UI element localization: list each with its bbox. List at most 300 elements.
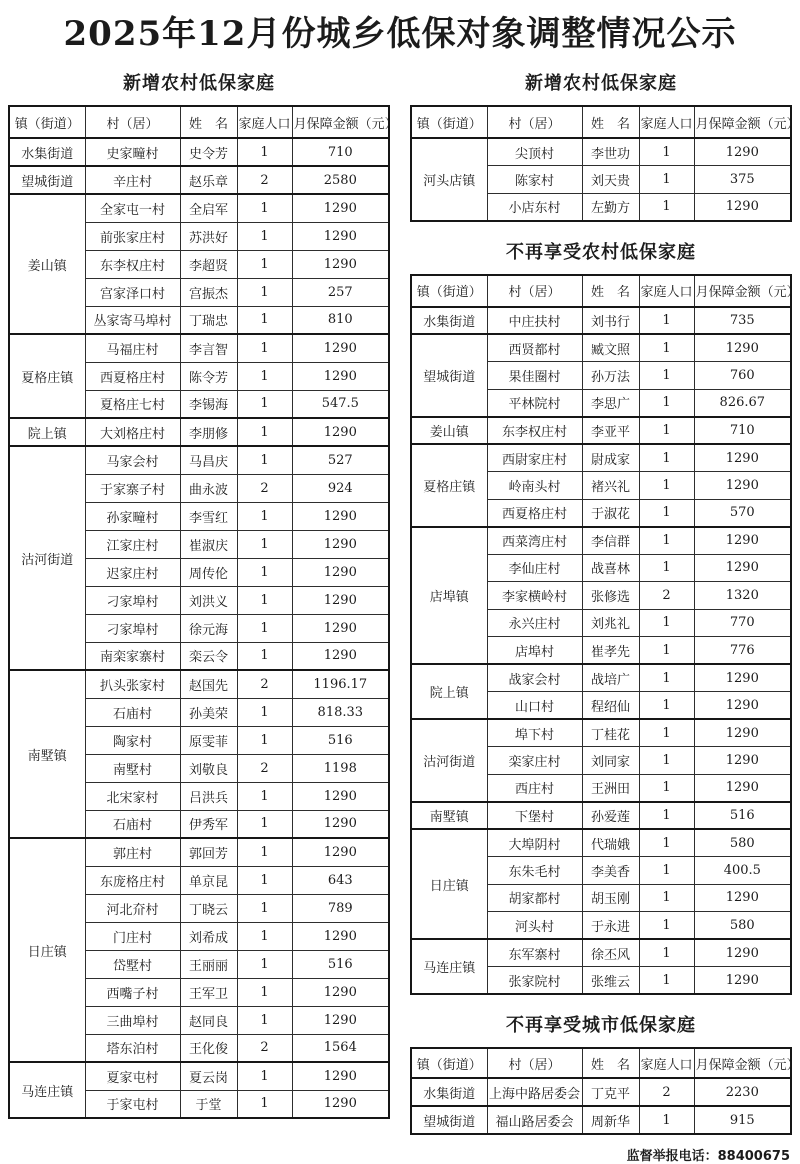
amount-cell: 1290 — [292, 586, 389, 614]
name-cell: 李思广 — [582, 389, 639, 417]
village-cell: 夏家屯村 — [85, 1062, 180, 1090]
town-cell: 马连庄镇 — [411, 939, 487, 994]
household-size-cell: 1 — [639, 609, 694, 637]
amount-cell: 1290 — [292, 334, 389, 362]
village-cell: 福山路居委会 — [487, 1106, 582, 1134]
column-header: 月保障金额（元） — [292, 106, 389, 138]
town-cell: 沽河街道 — [411, 719, 487, 802]
village-cell: 西夏格庄村 — [85, 362, 180, 390]
amount-cell: 810 — [292, 306, 389, 334]
name-cell: 刘书行 — [582, 307, 639, 335]
village-cell: 扒头张家村 — [85, 670, 180, 698]
town-cell: 夏格庄镇 — [411, 444, 487, 527]
town-cell: 院上镇 — [9, 418, 85, 446]
household-size-cell: 1 — [639, 138, 694, 166]
amount-cell: 1290 — [694, 193, 791, 221]
column-header: 村（居） — [487, 106, 582, 138]
household-size-cell: 1 — [237, 922, 292, 950]
town-cell: 姜山镇 — [411, 417, 487, 445]
household-size-cell: 1 — [639, 912, 694, 940]
village-cell: 石庙村 — [85, 810, 180, 838]
table-row — [411, 444, 791, 472]
name-cell: 李超贤 — [180, 250, 237, 278]
household-size-cell: 1 — [639, 774, 694, 802]
amount-cell: 1320 — [694, 582, 791, 610]
village-cell: 东军寨村 — [487, 939, 582, 967]
amount-cell: 710 — [292, 138, 389, 166]
amount-cell: 1290 — [694, 747, 791, 775]
amount-cell: 2580 — [292, 166, 389, 194]
amount-cell: 1290 — [292, 1090, 389, 1118]
name-cell: 史令芳 — [180, 138, 237, 166]
town-cell: 望城街道 — [411, 334, 487, 417]
household-size-cell: 2 — [237, 474, 292, 502]
table-row — [9, 446, 389, 474]
household-size-cell: 1 — [237, 894, 292, 922]
amount-cell: 1290 — [694, 527, 791, 555]
household-size-cell: 1 — [237, 978, 292, 1006]
name-cell: 张维云 — [582, 967, 639, 995]
town-cell: 望城街道 — [411, 1106, 487, 1134]
village-cell: 西嘴子村 — [85, 978, 180, 1006]
household-size-cell: 1 — [237, 418, 292, 446]
household-size-cell: 2 — [237, 670, 292, 698]
household-size-cell: 1 — [237, 502, 292, 530]
name-cell: 周传伦 — [180, 558, 237, 586]
household-size-cell: 1 — [237, 726, 292, 754]
household-size-cell: 1 — [237, 250, 292, 278]
household-size-cell: 1 — [237, 838, 292, 866]
town-cell: 水集街道 — [411, 1078, 487, 1106]
village-cell: 小店东村 — [487, 193, 582, 221]
village-cell: 北宋家村 — [85, 782, 180, 810]
household-size-cell: 1 — [639, 664, 694, 692]
village-cell: 江家庄村 — [85, 530, 180, 558]
amount-cell: 570 — [694, 499, 791, 527]
household-size-cell: 2 — [237, 166, 292, 194]
header-row — [411, 275, 791, 307]
column-header: 家庭人口 — [237, 106, 292, 138]
table-row — [9, 334, 389, 362]
amount-cell: 516 — [292, 950, 389, 978]
household-size-cell: 1 — [639, 527, 694, 555]
name-cell: 赵国先 — [180, 670, 237, 698]
household-size-cell: 1 — [237, 1090, 292, 1118]
header-row — [411, 106, 791, 138]
table-row — [411, 829, 791, 857]
amount-cell: 1290 — [292, 418, 389, 446]
household-size-cell: 1 — [639, 499, 694, 527]
town-cell: 店埠镇 — [411, 527, 487, 665]
name-cell: 于永进 — [582, 912, 639, 940]
village-cell: 孙家疃村 — [85, 502, 180, 530]
amount-cell: 1290 — [694, 554, 791, 582]
table-section-new-rural-left — [8, 69, 398, 1119]
household-size-cell: 1 — [639, 884, 694, 912]
amount-cell: 400.5 — [694, 857, 791, 885]
table-section-removed-urban — [410, 1011, 800, 1135]
household-size-cell: 1 — [237, 1062, 292, 1090]
amount-cell: 1290 — [292, 810, 389, 838]
name-cell: 徐元海 — [180, 614, 237, 642]
column-header: 村（居） — [487, 1048, 582, 1078]
amount-cell: 375 — [694, 166, 791, 194]
amount-cell: 1564 — [292, 1034, 389, 1062]
household-size-cell: 1 — [639, 362, 694, 390]
table-row — [411, 664, 791, 692]
left-column — [8, 61, 398, 1119]
village-cell: 店埠村 — [487, 637, 582, 665]
village-cell: 全家屯一村 — [85, 194, 180, 222]
household-size-cell: 1 — [237, 138, 292, 166]
amount-cell: 826.67 — [694, 389, 791, 417]
name-cell: 马昌庆 — [180, 446, 237, 474]
village-cell: 永兴庄村 — [487, 609, 582, 637]
town-cell: 水集街道 — [411, 307, 487, 335]
column-header: 月保障金额（元） — [694, 1048, 791, 1078]
amount-cell: 1290 — [292, 194, 389, 222]
household-size-cell: 1 — [639, 193, 694, 221]
name-cell: 丁桂花 — [582, 719, 639, 747]
household-size-cell: 1 — [639, 719, 694, 747]
table-row — [411, 334, 791, 362]
two-column-layout — [8, 61, 800, 1164]
amount-cell: 1290 — [694, 967, 791, 995]
household-size-cell: 1 — [237, 950, 292, 978]
column-header: 村（居） — [85, 106, 180, 138]
name-cell: 刘兆礼 — [582, 609, 639, 637]
amount-cell: 1290 — [292, 838, 389, 866]
household-size-cell: 1 — [639, 417, 694, 445]
name-cell: 李言智 — [180, 334, 237, 362]
village-cell: 陶家村 — [85, 726, 180, 754]
name-cell: 崔淑庆 — [180, 530, 237, 558]
village-cell: 大刘格庄村 — [85, 418, 180, 446]
table-row — [411, 939, 791, 967]
town-cell: 院上镇 — [411, 664, 487, 719]
amount-cell: 1290 — [694, 939, 791, 967]
amount-cell: 924 — [292, 474, 389, 502]
village-cell: 西夏格庄村 — [487, 499, 582, 527]
amount-cell: 527 — [292, 446, 389, 474]
village-cell: 三曲埠村 — [85, 1006, 180, 1034]
village-cell: 前张家庄村 — [85, 222, 180, 250]
name-cell: 李朋修 — [180, 418, 237, 446]
village-cell: 东庞格庄村 — [85, 866, 180, 894]
village-cell: 栾家庄村 — [487, 747, 582, 775]
village-cell: 张家院村 — [487, 967, 582, 995]
column-header: 村（居） — [487, 275, 582, 307]
name-cell: 张修选 — [582, 582, 639, 610]
amount-cell: 915 — [694, 1106, 791, 1134]
village-cell: 上海中路居委会 — [487, 1078, 582, 1106]
name-cell: 尉成家 — [582, 444, 639, 472]
village-cell: 门庄村 — [85, 922, 180, 950]
village-cell: 西尉家庄村 — [487, 444, 582, 472]
household-size-cell: 1 — [237, 558, 292, 586]
table-section-removed-rural — [410, 238, 800, 996]
name-cell: 刘敬良 — [180, 754, 237, 782]
amount-cell: 1290 — [292, 1062, 389, 1090]
household-size-cell: 1 — [237, 614, 292, 642]
hotline-text: 监督举报电话：88400675 — [626, 1149, 790, 1164]
village-cell: 中庄扶村 — [487, 307, 582, 335]
amount-cell: 1290 — [694, 774, 791, 802]
table-row — [411, 719, 791, 747]
amount-cell: 776 — [694, 637, 791, 665]
table-row — [411, 1078, 791, 1106]
village-cell: 刁家埠村 — [85, 614, 180, 642]
household-size-cell: 1 — [639, 939, 694, 967]
town-cell: 马连庄镇 — [9, 1062, 85, 1118]
village-cell: 迟家庄村 — [85, 558, 180, 586]
name-cell: 于淑花 — [582, 499, 639, 527]
table-section-new-rural-right — [410, 69, 800, 222]
household-size-cell: 1 — [237, 362, 292, 390]
household-size-cell: 2 — [639, 582, 694, 610]
amount-cell: 1290 — [694, 472, 791, 500]
household-size-cell: 1 — [639, 472, 694, 500]
table-row — [9, 194, 389, 222]
amount-cell: 1290 — [694, 692, 791, 720]
town-cell: 姜山镇 — [9, 194, 85, 334]
amount-cell: 1290 — [292, 614, 389, 642]
section-title-removed-rural: 不再享受农村低保家庭 — [506, 241, 696, 263]
name-cell: 王洲田 — [582, 774, 639, 802]
name-cell: 王化俊 — [180, 1034, 237, 1062]
column-header: 姓 名 — [582, 1048, 639, 1078]
town-cell: 水集街道 — [9, 138, 85, 166]
amount-cell: 580 — [694, 912, 791, 940]
name-cell: 陈令芳 — [180, 362, 237, 390]
household-size-cell: 2 — [237, 1034, 292, 1062]
household-size-cell: 1 — [639, 307, 694, 335]
amount-cell: 1198 — [292, 754, 389, 782]
village-cell: 胡家都村 — [487, 884, 582, 912]
household-size-cell: 2 — [237, 754, 292, 782]
column-header: 镇（街道） — [9, 106, 85, 138]
name-cell: 吕洪兵 — [180, 782, 237, 810]
household-size-cell: 1 — [639, 554, 694, 582]
amount-cell: 516 — [694, 802, 791, 830]
village-cell: 于家寨子村 — [85, 474, 180, 502]
amount-cell: 580 — [694, 829, 791, 857]
household-size-cell: 1 — [639, 829, 694, 857]
town-cell: 南墅镇 — [411, 802, 487, 830]
village-cell: 西贤都村 — [487, 334, 582, 362]
household-size-cell: 1 — [639, 802, 694, 830]
household-size-cell: 1 — [237, 698, 292, 726]
name-cell: 曲永波 — [180, 474, 237, 502]
town-cell: 日庄镇 — [9, 838, 85, 1062]
amount-cell: 1290 — [694, 138, 791, 166]
amount-cell: 1290 — [292, 558, 389, 586]
name-cell: 王军卫 — [180, 978, 237, 1006]
amount-cell: 2230 — [694, 1078, 791, 1106]
page-title: 2025年12月份城乡低保对象调整情况公示 — [63, 14, 737, 54]
village-cell: 岱墅村 — [85, 950, 180, 978]
right-column — [410, 61, 800, 1164]
amount-cell: 547.5 — [292, 390, 389, 418]
village-cell: 东李权庄村 — [487, 417, 582, 445]
name-cell: 胡玉刚 — [582, 884, 639, 912]
town-cell: 夏格庄镇 — [9, 334, 85, 418]
column-header: 月保障金额（元） — [694, 106, 791, 138]
amount-cell: 710 — [694, 417, 791, 445]
household-size-cell: 1 — [237, 446, 292, 474]
village-cell: 石庙村 — [85, 698, 180, 726]
name-cell: 全启军 — [180, 194, 237, 222]
column-header: 镇（街道） — [411, 106, 487, 138]
amount-cell: 1290 — [292, 642, 389, 670]
household-size-cell: 1 — [237, 866, 292, 894]
amount-cell: 1290 — [292, 250, 389, 278]
table-row — [9, 838, 389, 866]
table-row — [9, 138, 389, 166]
amount-cell: 1290 — [292, 222, 389, 250]
village-cell: 岭南头村 — [487, 472, 582, 500]
name-cell: 丁克平 — [582, 1078, 639, 1106]
name-cell: 王丽丽 — [180, 950, 237, 978]
column-header: 姓 名 — [582, 275, 639, 307]
name-cell: 宫振杰 — [180, 278, 237, 306]
header-row — [411, 1048, 791, 1078]
name-cell: 孙爱莲 — [582, 802, 639, 830]
name-cell: 栾云令 — [180, 642, 237, 670]
village-cell: 西菜湾庄村 — [487, 527, 582, 555]
village-cell: 河北夼村 — [85, 894, 180, 922]
household-size-cell: 1 — [639, 692, 694, 720]
amount-cell: 1290 — [292, 530, 389, 558]
column-header: 姓 名 — [180, 106, 237, 138]
name-cell: 刘希成 — [180, 922, 237, 950]
household-size-cell: 1 — [237, 810, 292, 838]
name-cell: 臧文照 — [582, 334, 639, 362]
amount-cell: 1290 — [292, 1006, 389, 1034]
household-size-cell: 1 — [639, 444, 694, 472]
name-cell: 刘天贵 — [582, 166, 639, 194]
name-cell: 李锡海 — [180, 390, 237, 418]
table-row — [411, 1106, 791, 1134]
household-size-cell: 1 — [639, 334, 694, 362]
household-size-cell: 1 — [639, 1106, 694, 1134]
village-cell: 陈家村 — [487, 166, 582, 194]
name-cell: 周新华 — [582, 1106, 639, 1134]
village-cell: 于家屯村 — [85, 1090, 180, 1118]
section-title-new-rural-right: 新增农村低保家庭 — [525, 73, 677, 94]
name-cell: 于堂 — [180, 1090, 237, 1118]
household-size-cell: 1 — [639, 389, 694, 417]
village-cell: 果佳圈村 — [487, 362, 582, 390]
name-cell: 原雯菲 — [180, 726, 237, 754]
household-size-cell: 1 — [237, 642, 292, 670]
household-size-cell: 1 — [237, 1006, 292, 1034]
amount-cell: 735 — [694, 307, 791, 335]
name-cell: 代瑞娥 — [582, 829, 639, 857]
town-cell: 望城街道 — [9, 166, 85, 194]
table-row — [411, 417, 791, 445]
town-cell: 河头店镇 — [411, 138, 487, 221]
village-cell: 东李权庄村 — [85, 250, 180, 278]
name-cell: 郭回芳 — [180, 838, 237, 866]
name-cell: 单京昆 — [180, 866, 237, 894]
amount-cell: 1290 — [694, 444, 791, 472]
village-cell: 丛家寄马埠村 — [85, 306, 180, 334]
name-cell: 孙万法 — [582, 362, 639, 390]
village-cell: 东朱毛村 — [487, 857, 582, 885]
amount-cell: 1290 — [292, 978, 389, 1006]
table-row — [411, 802, 791, 830]
name-cell: 褚兴礼 — [582, 472, 639, 500]
household-size-cell: 1 — [237, 782, 292, 810]
table-row — [9, 670, 389, 698]
name-cell: 李世功 — [582, 138, 639, 166]
table-row — [9, 418, 389, 446]
table-row — [9, 166, 389, 194]
household-size-cell: 1 — [639, 166, 694, 194]
household-size-cell: 1 — [639, 967, 694, 995]
table-new-rural-right — [410, 105, 800, 222]
name-cell: 李雪红 — [180, 502, 237, 530]
household-size-cell: 2 — [639, 1078, 694, 1106]
village-cell: 塔东泊村 — [85, 1034, 180, 1062]
name-cell: 崔孝先 — [582, 637, 639, 665]
name-cell: 战培广 — [582, 664, 639, 692]
name-cell: 左勤方 — [582, 193, 639, 221]
table-removed-rural — [410, 274, 800, 996]
name-cell: 李信群 — [582, 527, 639, 555]
village-cell: 平林院村 — [487, 389, 582, 417]
amount-cell: 1196.17 — [292, 670, 389, 698]
table-row — [411, 307, 791, 335]
amount-cell: 1290 — [292, 362, 389, 390]
name-cell: 丁晓云 — [180, 894, 237, 922]
amount-cell: 1290 — [694, 334, 791, 362]
household-size-cell: 1 — [237, 530, 292, 558]
amount-cell: 516 — [292, 726, 389, 754]
village-cell: 马福庄村 — [85, 334, 180, 362]
village-cell: 埠下村 — [487, 719, 582, 747]
amount-cell: 1290 — [292, 782, 389, 810]
table-row — [411, 527, 791, 555]
village-cell: 郭庄村 — [85, 838, 180, 866]
household-size-cell: 1 — [237, 278, 292, 306]
amount-cell: 1290 — [694, 719, 791, 747]
amount-cell: 257 — [292, 278, 389, 306]
household-size-cell: 1 — [639, 857, 694, 885]
village-cell: 李家横岭村 — [487, 582, 582, 610]
village-cell: 山口村 — [487, 692, 582, 720]
name-cell: 伊秀军 — [180, 810, 237, 838]
name-cell: 徐丕风 — [582, 939, 639, 967]
column-header: 姓 名 — [582, 106, 639, 138]
section-title-new-rural-left: 新增农村低保家庭 — [123, 73, 275, 94]
amount-cell: 1290 — [292, 502, 389, 530]
name-cell: 赵乐章 — [180, 166, 237, 194]
village-cell: 李仙庄村 — [487, 554, 582, 582]
town-cell: 日庄镇 — [411, 829, 487, 939]
amount-cell: 1290 — [694, 884, 791, 912]
name-cell: 战喜林 — [582, 554, 639, 582]
column-header: 家庭人口 — [639, 1048, 694, 1078]
column-header: 月保障金额（元） — [694, 275, 791, 307]
name-cell: 程绍仙 — [582, 692, 639, 720]
column-header: 家庭人口 — [639, 275, 694, 307]
household-size-cell: 1 — [237, 194, 292, 222]
name-cell: 夏云岗 — [180, 1062, 237, 1090]
table-removed-urban — [410, 1047, 800, 1135]
header-row — [9, 106, 389, 138]
